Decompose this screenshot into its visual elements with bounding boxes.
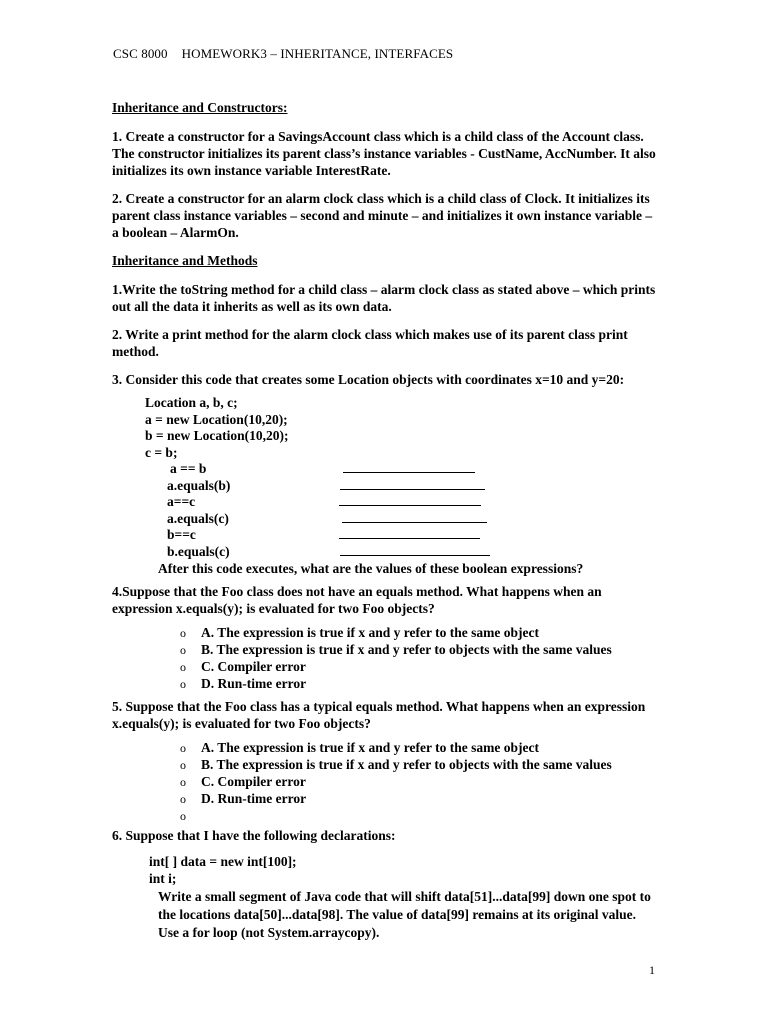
option-label: C. Compiler error (201, 659, 306, 674)
document-body (112, 99, 657, 942)
code-line: a = new Location(10,20); (145, 411, 288, 427)
option-d[interactable] (112, 790, 657, 807)
methods-question-1: 1.Write the toString method for a child class – alarm clock class as stated above – which prints out all the data it inherits as well as its own data. (112, 282, 656, 314)
option-label: B. The expression is true if x and y refer to objects with the same values (201, 757, 612, 772)
bullet-circle-icon: o (180, 809, 186, 823)
option-label: A. The expression is true if x and y refer to the same object (201, 740, 539, 755)
option-empty (112, 807, 657, 824)
methods-question-3: 3. Consider this code that creates some Location objects with coordinates x=10 and y=20: (112, 372, 625, 387)
page-number: 1 (649, 963, 655, 977)
declarations-code-block (149, 853, 657, 886)
bullet-circle-icon: o (180, 677, 186, 691)
boolean-expression-row (145, 493, 657, 510)
option-b[interactable] (112, 641, 657, 658)
code-line: Location a, b, c; (145, 395, 238, 410)
boolean-expression: a==c (167, 494, 196, 509)
bullet-circle-icon: o (180, 775, 186, 789)
option-c[interactable] (112, 658, 657, 675)
bullet-circle-icon: o (180, 660, 186, 674)
option-b[interactable] (112, 756, 657, 773)
answer-blank[interactable] (340, 543, 490, 556)
question-5-options (112, 739, 657, 824)
answer-blank[interactable] (340, 477, 485, 490)
homework-title: HOMEWORK3 – INHERITANCE, INTERFACES (181, 46, 454, 61)
boolean-expression: a.equals(b) (167, 477, 231, 493)
code-line: int i; (149, 870, 177, 886)
option-d[interactable] (112, 675, 657, 692)
answer-blank[interactable] (339, 526, 480, 539)
boolean-expression: b==c (167, 527, 196, 542)
methods-question-5: 5. Suppose that the Foo class has a typical equals method. What happens when an expression x.equals(y); is evaluated for two Foo objects? (112, 699, 646, 731)
answer-blank[interactable] (343, 460, 475, 473)
code-line: c = b; (145, 444, 178, 460)
boolean-expression: a.equals(c) (167, 510, 229, 526)
option-c[interactable] (112, 773, 657, 790)
option-label: A. The expression is true if x and y refer to the same object (201, 625, 539, 640)
methods-question-2: 2. Write a print method for the alarm clock class which makes use of its parent class print method. (112, 327, 628, 359)
option-a[interactable] (112, 624, 657, 641)
option-label: D. Run-time error (201, 676, 307, 691)
boolean-expression: a == b (170, 461, 207, 476)
answer-blank[interactable] (342, 510, 487, 523)
question-4-options (112, 624, 657, 692)
section-heading-constructors: Inheritance and Constructors: (112, 100, 288, 115)
methods-question-6: 6. Suppose that I have the following declarations: (112, 828, 396, 843)
bullet-circle-icon: o (180, 643, 186, 657)
methods-question-4: 4.Suppose that the Foo class does not have an equals method. What happens when an expression x.equals(y); is evaluated for two Foo objects? (112, 584, 602, 616)
code-line: int[ ] data = new int[100]; (149, 854, 297, 869)
boolean-expressions-prompt: After this code executes, what are the values of these boolean expressions? (158, 561, 584, 576)
bullet-circle-icon: o (180, 626, 186, 640)
boolean-expression-row (145, 477, 657, 494)
option-label: D. Run-time error (201, 791, 307, 806)
section-heading-methods: Inheritance and Methods (112, 253, 258, 268)
option-a[interactable] (112, 739, 657, 756)
course-code: CSC 8000 (113, 46, 168, 61)
answer-blank[interactable] (339, 493, 481, 506)
boolean-expression-row (145, 543, 657, 560)
code-line: b = new Location(10,20); (145, 428, 289, 443)
option-label: C. Compiler error (201, 774, 306, 789)
boolean-expression-row (145, 510, 657, 527)
bullet-circle-icon: o (180, 792, 186, 806)
constructors-question-1: 1. Create a constructor for a SavingsAccount class which is a child class of the Account class. The constructor initializes its parent class’s instance variables - CustName, AccNumber. It also initializes its own instance variable InterestRate. (112, 129, 656, 178)
bullet-circle-icon: o (180, 741, 186, 755)
location-code-block (145, 394, 657, 559)
boolean-expression-row (145, 460, 657, 477)
boolean-expression: b.equals(c) (167, 543, 230, 559)
constructors-question-2: 2. Create a constructor for an alarm clock class which is a child class of Clock. It initializes its parent class instance variables – second and minute – and initializes it own instance variable – a boolean – AlarmOn. (112, 191, 653, 240)
bullet-circle-icon: o (180, 758, 186, 772)
boolean-expression-row (145, 526, 657, 543)
shift-array-task: Write a small segment of Java code that will shift data[51]...data[99] down one spot to the locations data[50]...data[98]. The value of data[99] remains at its original value. Use a for loop (not System.arraycopy). (158, 889, 651, 940)
option-label: B. The expression is true if x and y refer to objects with the same values (201, 642, 612, 657)
page-header (113, 46, 453, 62)
